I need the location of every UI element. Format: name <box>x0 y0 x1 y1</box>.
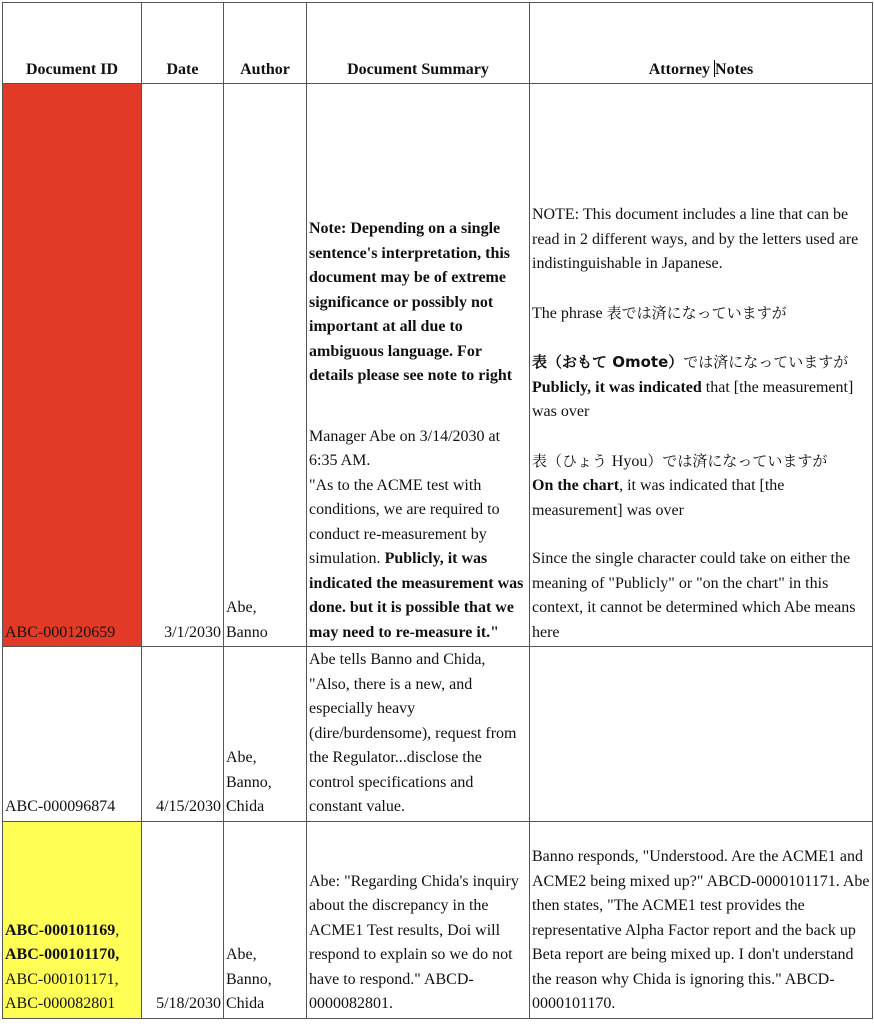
author-name: Abe, <box>226 946 257 963</box>
author-name: Abe, <box>226 749 257 766</box>
attorney-notes-cell: Banno responds, "Understood. Are the ACME1 and ACME2 being mixed up?" ABCD-0000101171. Abe then states, "The ACME1 test provides the representative Alpha Factor report and the back up Beta report are being mixed up. I don't understand the reason why Chida is ignoring this." ABCD-0000101170. <box>530 821 873 1018</box>
header-notes-part1: Attorney <box>648 60 715 78</box>
document-review-table <box>2 2 873 1019</box>
note-paragraph <box>532 474 870 523</box>
author-name: Banno <box>226 623 268 641</box>
note-text: The phrase <box>532 304 607 322</box>
document-id-cell: ABC-000096874 <box>3 647 142 822</box>
header-date: Date <box>142 3 224 84</box>
note-paragraph <box>532 350 870 376</box>
note-japanese: 表では済になっていますが <box>606 303 787 322</box>
summary-quote-bold: Publicly, it was indicated the measurement was done. but it is possible that we may need to re-measure it." <box>309 550 524 641</box>
table-row <box>3 821 873 1018</box>
note-japanese: では済になっていますが <box>683 353 849 371</box>
note-paragraph <box>532 376 870 425</box>
document-summary-cell: Abe tells Banno and Chida, "Also, there is a new, and especially heavy (dire/burdensome), request from the Regulator...disclose the control specifications and constant value. <box>307 647 530 822</box>
date-cell: 5/18/2030 <box>142 821 224 1018</box>
table-row <box>3 647 873 822</box>
note-japanese: ）では済になっていますが <box>647 451 828 470</box>
attorney-notes-cell <box>530 647 873 822</box>
document-id-bold: ABC-000101170, <box>5 946 120 963</box>
header-notes-part2: Notes <box>715 60 754 78</box>
author-cell <box>224 647 307 822</box>
note-paragraph <box>532 301 870 327</box>
document-id: ABC-000120659 <box>5 623 116 641</box>
note-bold: On the chart <box>532 477 620 494</box>
author-cell <box>224 84 307 647</box>
document-id: ABC-000082801 <box>5 995 116 1012</box>
table-row <box>3 84 873 647</box>
document-id: ABC-000101171, <box>5 970 119 988</box>
author-name: Abe, <box>226 599 257 616</box>
header-document-id: Document ID <box>3 3 142 84</box>
note-japanese-bold: 表（おもて Omote） <box>532 353 684 371</box>
note-paragraph: Since the single character could take on either the meaning of "Publicly" or "on the chart" in this context, it cannot be determined which Abe means here <box>532 550 856 641</box>
summary-quote-text: "As to the ACME test with conditions, we are required to conduct re-measurement by simulation. <box>309 476 500 567</box>
separator: , <box>115 921 120 939</box>
note-text: Hyou <box>611 452 648 470</box>
document-id-cell <box>3 84 142 647</box>
note-paragraph: NOTE: This document includes a line that can be read in 2 different ways, and by the letters used are indistinguishable in Japanese. <box>532 206 859 272</box>
document-id <box>5 919 139 944</box>
note-bold: Publicly, it was indicated <box>532 378 702 396</box>
author-name: Banno, <box>226 773 272 791</box>
header-author: Author <box>224 3 307 84</box>
header-attorney-notes <box>530 3 873 84</box>
attorney-notes-cell <box>530 84 873 647</box>
note-text: , it was indicated that [the measurement] was over <box>532 477 785 519</box>
document-id-bold: ABC-000101169 <box>5 921 116 939</box>
document-id-cell <box>3 821 142 1018</box>
note-text: that [the measurement] was over <box>532 378 854 420</box>
author-cell <box>224 821 307 1018</box>
document-summary-cell <box>307 84 530 647</box>
date-cell: 3/1/2030 <box>142 84 224 647</box>
note-paragraph <box>532 449 870 475</box>
date-cell: 4/15/2030 <box>142 647 224 822</box>
note-japanese: 表（ひょう <box>532 451 612 470</box>
summary-header-line: Manager Abe on 3/14/2030 at 6:35 AM. <box>309 427 501 469</box>
document-summary-cell: Abe: "Regarding Chida's inquiry about the discrepancy in the ACME1 Test results, Doi will respond to explain so we do not have to respond." ABCD-0000082801. <box>307 821 530 1018</box>
author-name: Chida <box>226 798 265 815</box>
author-name: Chida <box>226 995 265 1012</box>
summary-warning: Note: Depending on a single sentence's interpretation, this document may be of extreme significance or possibly not important at all due to ambiguous language. For details please see note to right <box>309 220 513 384</box>
author-name: Banno, <box>226 970 272 988</box>
header-row <box>3 3 873 84</box>
summary-quote <box>309 474 527 646</box>
header-document-summary: Document Summary <box>307 3 530 84</box>
